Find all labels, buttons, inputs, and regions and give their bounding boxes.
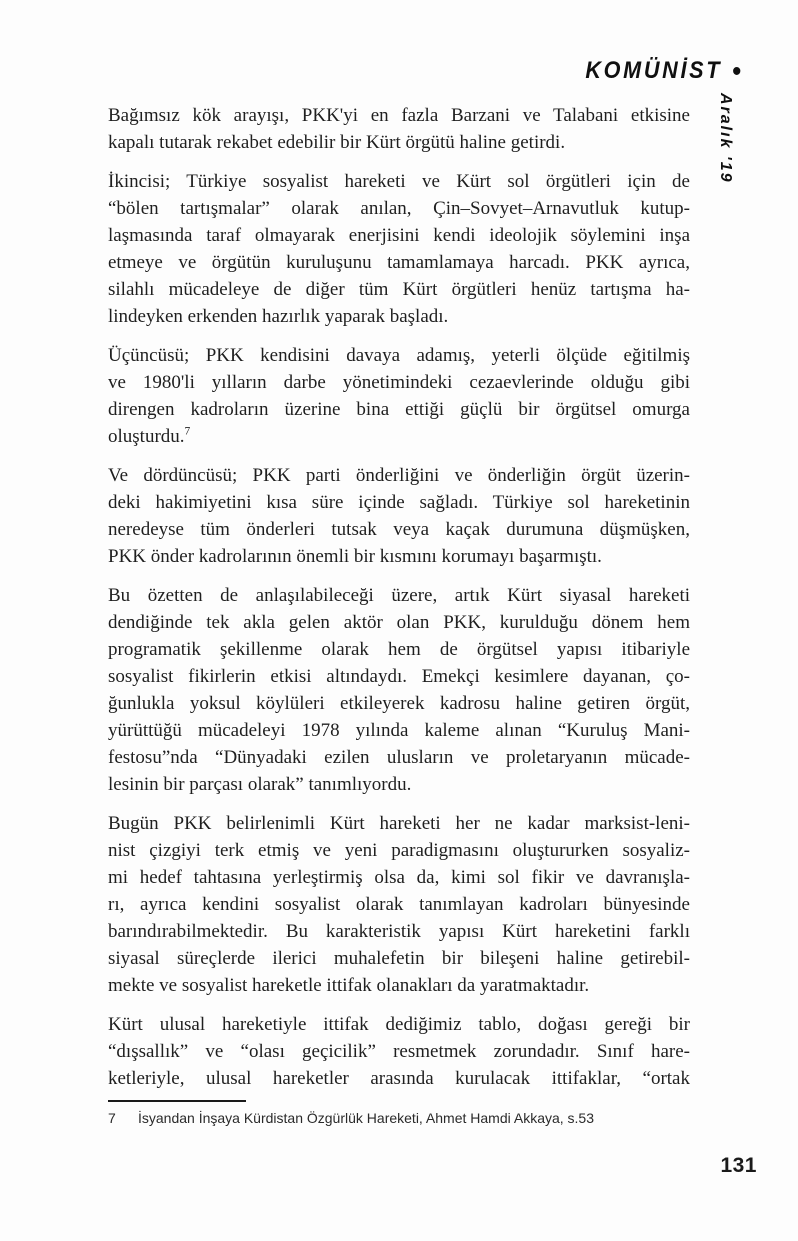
text-line: barındırabilmektedir. Bu karakteristik yapısı Kürt hareketini farklı bbox=[108, 921, 690, 942]
magazine-title: KOMÜNİST bbox=[585, 57, 723, 84]
text-line: dendiğinde tek akla gelen aktör olan PKK, kurulduğu dönem hem bbox=[108, 612, 690, 633]
footnote bbox=[108, 1100, 690, 1126]
bullet-icon: • bbox=[732, 55, 742, 88]
text-line: kapalı tutarak rekabet edebilir bir Kürt örgütü haline getirdi. bbox=[108, 132, 566, 153]
text-line: “bölen tartışmalar” olarak anılan, Çin–Sovyet–Arnavutluk kutup- bbox=[108, 198, 690, 219]
text-line: deki hakimiyetini kısa süre içinde sağladı. Türkiye sol hareketinin bbox=[108, 492, 690, 513]
text-line: siyasal süreçlerde ilerici muhalefetin bir bileşeni haline getirebil- bbox=[108, 948, 690, 969]
text-line: “dışsallık” ve “olası geçicilik” resmetmek zorundadır. Sınıf hare- bbox=[108, 1041, 690, 1062]
paragraph bbox=[108, 1011, 690, 1092]
paragraph bbox=[108, 102, 690, 156]
page-number: 131 bbox=[720, 1154, 757, 1177]
text-line: lesinin bir parçası olarak” tanımlıyordu. bbox=[108, 774, 412, 795]
text-line: festosu”nda “Dünyadaki ezilen ulusların ve proletaryanın mücade- bbox=[108, 747, 690, 768]
paragraph bbox=[108, 462, 690, 570]
text-line: Bugün PKK belirlenimli Kürt hareketi her ne kadar marksist-leni- bbox=[108, 813, 690, 834]
text-line: etmeye ve örgütün kuruluşunu tamamlamaya harcadı. PKK ayrıca, bbox=[108, 252, 690, 273]
text-line: oluşturdu.$^7$ bbox=[108, 425, 191, 447]
text-line: sosyalist fikirlerin etkisi altındaydı. Emekçi kesimlere dayanan, ço- bbox=[108, 666, 690, 687]
text-line: ğunlukla yoksul köylüleri etkileyerek kadrosu haline getiren örgüt, bbox=[108, 693, 690, 714]
text-line: yürüttüğü mücadeleyi 1978 yılında kaleme alınan “Kuruluş Mani- bbox=[108, 720, 690, 741]
text-line: nist çizgiyi terk etmiş ve yeni paradigmasını oluştururken sosyaliz- bbox=[108, 840, 690, 861]
text-line: PKK önder kadrolarının önemli bir kısmını korumayı başarmıştı. bbox=[108, 546, 602, 567]
text-line: lindeyken erkenden hazırlık yaparak başladı. bbox=[108, 306, 449, 327]
text-line: silahlı mücadeleye de diğer tüm Kürt örgütleri henüz tartışma ha- bbox=[108, 279, 690, 300]
text-line: Ve dördüncüsü; PKK parti önderliğini ve önderliğin örgüt üzerin- bbox=[108, 465, 690, 486]
text-line: laşmasında taraf olmayarak enerjisini kendi ideolojik söylemini inşa bbox=[108, 225, 690, 246]
issue-label: Aralık '19 bbox=[717, 93, 734, 184]
text-line: Kürt ulusal hareketiyle ittifak dediğimiz tablo, doğası gereği bir bbox=[108, 1014, 690, 1035]
text-line: Bağımsız kök arayışı, PKK'yi en fazla Barzani ve Talabani etkisine bbox=[108, 105, 690, 126]
text-line: Bu özetten de anlaşılabileceği üzere, artık Kürt siyasal hareketi bbox=[108, 585, 690, 606]
footnote-text: İsyandan İnşaya Kürdistan Özgürlük Hareketi, Ahmet Hamdi Akkaya, s.53 bbox=[138, 1110, 595, 1126]
text-line: ketleriyle, ulusal hareketler arasında kurulacak ittifaklar, “ortak bbox=[108, 1068, 690, 1089]
footnote-number: 7 bbox=[108, 1110, 116, 1126]
text-line: direngen kadroların üzerine bina ettiği güçlü bir örgütsel omurga bbox=[108, 399, 690, 420]
footnote-reference: 7 bbox=[184, 425, 191, 438]
text-line: neredeyse tüm önderleri tutsak veya kaçak durumuna düşmüşken, bbox=[108, 519, 690, 540]
paragraph bbox=[108, 342, 690, 450]
paragraph bbox=[108, 582, 690, 798]
text-line: rı, ayrıca kendini sosyalist olarak tanımlayan kadroları bünyesinde bbox=[108, 894, 690, 915]
masthead bbox=[586, 56, 742, 86]
text-line: ve 1980'li yılların darbe yönetimindeki cezaevlerinde olduğu gibi bbox=[108, 372, 690, 393]
text-line: mekte ve sosyalist hareketle ittifak olanakları da yaratmaktadır. bbox=[108, 975, 590, 996]
paragraph bbox=[108, 810, 690, 999]
text-line: mi hedef tahtasına yerleştirmiş olsa da, kimi sol fikir ve davranışla- bbox=[108, 867, 690, 888]
text-line: İkincisi; Türkiye sosyalist hareketi ve Kürt sol örgütleri için de bbox=[108, 171, 690, 192]
body-text-column bbox=[108, 102, 690, 1092]
text-line: Üçüncüsü; PKK kendisini davaya adamış, yeterli ölçüde eğitilmiş bbox=[108, 345, 690, 366]
paragraph bbox=[108, 168, 690, 330]
text-line: programatik şekillenme olarak hem de örgütsel yapısı itibariyle bbox=[108, 639, 690, 660]
footnote-divider bbox=[108, 1100, 246, 1102]
